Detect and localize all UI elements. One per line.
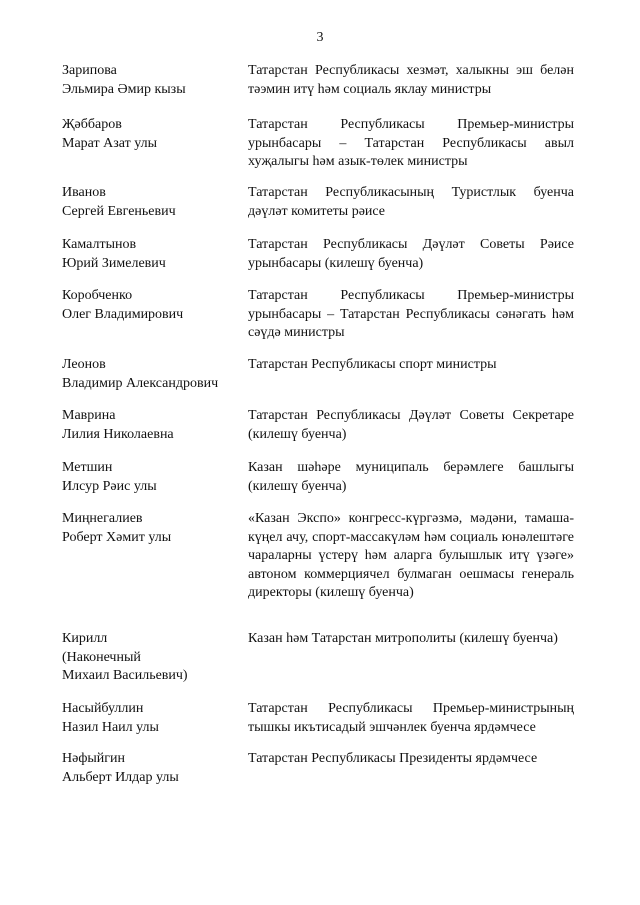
list-item xyxy=(62,356,574,393)
given-name: Эльмира Әмир кызы xyxy=(62,81,186,97)
position-title: Татарстан Республикасы Премьер-министры урынбасары – Татарстан Республикасы сәнәгать һәм сәүдә министры xyxy=(248,288,574,340)
list-item xyxy=(62,116,574,172)
surname: Леонов xyxy=(62,357,106,372)
position-title: Татарстан Республикасы Премьер-министрының тышкы икътисадый эшчәнлек буенча ярдәмчесе xyxy=(248,701,574,735)
position-title: Татарстан Республикасы спорт министры xyxy=(248,357,497,372)
surname: Иванов xyxy=(62,185,106,200)
given-name: Владимир Александрович xyxy=(62,375,219,391)
list-item xyxy=(62,510,574,603)
surname: Зарипова xyxy=(62,63,117,78)
person-name xyxy=(62,116,248,172)
list-item xyxy=(62,700,574,737)
surname: Маврина xyxy=(62,408,116,423)
surname: Насыйбуллин xyxy=(62,701,144,716)
person-name xyxy=(62,407,248,444)
given-name: Сергей Евгеньевич xyxy=(62,203,176,219)
surname: Нәфыйгин xyxy=(62,751,126,766)
list-item xyxy=(62,407,574,444)
surname: (Наконечный xyxy=(62,649,141,665)
surname: Миңнегалиев xyxy=(62,511,143,526)
person-name xyxy=(62,184,248,221)
position-title: «Казан Экспо» конгресс-күргәзмә, мәдәни, тамаша-күңел ачу, спорт-массакүләм һәм социаль юнәлештәге чараларны үстерү һәм аларга булышлык итү үзәге» автоном коммерциячел булмаган оешмасы генераль директоры (килешү буенча) xyxy=(248,511,574,600)
position-title: Татарстан Республикасы Дәүләт Советы Секретаре (килешү буенча) xyxy=(248,408,574,442)
given-name: Илсур Рәис улы xyxy=(62,478,157,494)
list-item xyxy=(62,750,574,787)
person-name xyxy=(62,459,248,496)
position-title: Татарстан Республикасы Премьер-министры урынбасары – Татарстан Республикасы авыл хуҗалыгы һәм азык-төлек министры xyxy=(248,117,574,169)
monastic-name: Кирилл xyxy=(62,631,108,646)
page-number: 3 xyxy=(316,30,324,45)
list-item xyxy=(62,184,574,221)
surname: Камалтынов xyxy=(62,237,137,252)
list-item xyxy=(62,459,574,496)
person-name xyxy=(62,287,248,343)
surname: Метшин xyxy=(62,460,113,475)
given-name: Роберт Хәмит улы xyxy=(62,529,172,545)
given-name: Назил Наил улы xyxy=(62,719,159,735)
given-name: Лилия Николаевна xyxy=(62,426,174,442)
person-name xyxy=(62,700,248,737)
list-item xyxy=(62,62,574,99)
surname: Җәббаров xyxy=(62,117,122,132)
position-title: Татарстан Республикасы Дәүләт Советы Рәисе урынбасары (килешү буенча) xyxy=(248,237,574,271)
position-title: Татарстан Республикасының Туристлык буенча дәүләт комитеты рәисе xyxy=(248,185,574,219)
person-name xyxy=(62,510,248,603)
list-item xyxy=(62,236,574,273)
position-title: Татарстан Республикасы Президенты ярдәмчесе xyxy=(248,751,538,766)
list-item xyxy=(62,287,574,343)
position-title: Казан һәм Татарстан митрополиты (килешү буенча) xyxy=(248,631,558,646)
given-name: Юрий Зимелевич xyxy=(62,255,166,271)
surname: Коробченко xyxy=(62,288,133,303)
given-name: Олег Владимирович xyxy=(62,306,184,322)
given-name: Михаил Васильевич) xyxy=(62,668,188,683)
given-name: Альберт Илдар улы xyxy=(62,769,179,785)
position-title: Казан шәһәре муниципаль берәмлеге башлыгы (килешү буенча) xyxy=(248,460,574,494)
position-title: Татарстан Республикасы хезмәт, халыкны эш белән тәэмин итү һәм социаль яклау министры xyxy=(248,63,574,97)
person-name xyxy=(62,62,248,99)
given-name: Марат Азат улы xyxy=(62,135,158,151)
person-name xyxy=(62,630,248,686)
person-name xyxy=(62,236,248,273)
list-item xyxy=(62,630,574,686)
person-name xyxy=(62,750,248,787)
person-name xyxy=(62,356,248,393)
